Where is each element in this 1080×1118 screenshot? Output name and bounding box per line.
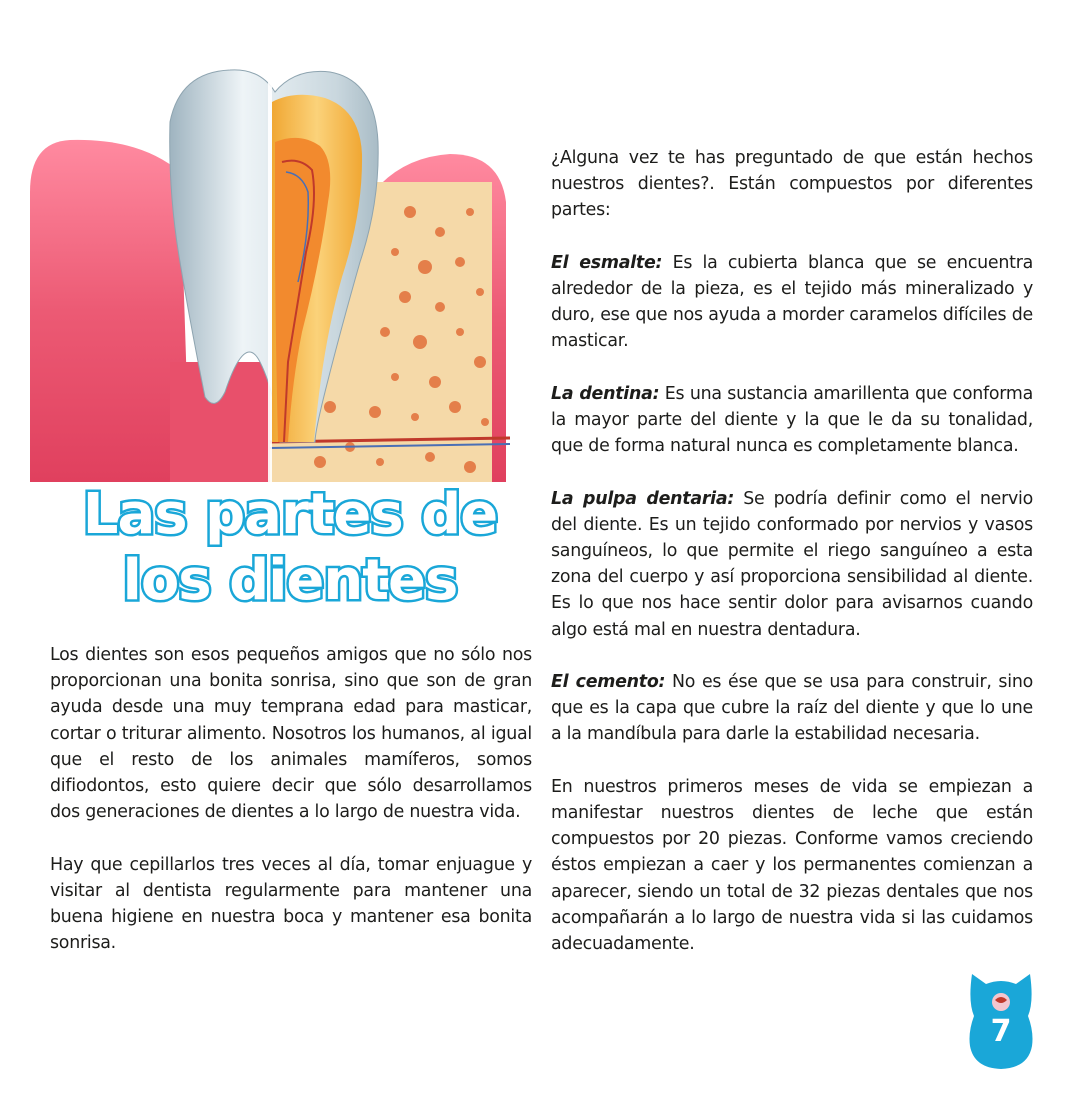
pulpa-paragraph — [551, 486, 1033, 643]
tooth-illustration — [30, 62, 516, 482]
pulpa-term: La pulpa dentaria: — [551, 488, 735, 509]
closing-paragraph: En nuestros primeros meses de vida se empiezan a manifestar nuestros dientes de leche que están compuestos por 20 piezas. Conforme vamos creciendo éstos empiezan a caer y los permanentes comienzan a aparecer, siendo un total de 32 piezas dentales que nos acompañarán a lo largo de nuestra vida si las cuidamos adecuadamente. — [551, 776, 1033, 955]
esmalte-paragraph — [551, 250, 1033, 355]
cemento-paragraph — [551, 669, 1033, 748]
dentina-definition: Es una sustancia amarillenta que conforma la mayor parte del diente y la que le da su tonalidad, que de forma natural nunca es completamente blanca. — [551, 383, 1033, 457]
dentina-term: La dentina: — [551, 383, 660, 404]
esmalte-definition: Es la cubierta blanca que se encuentra alrededor de la pieza, es el tejido más mineralizado y duro, ese que nos ayuda a morder caramelos difíciles de masticar. — [551, 252, 1033, 352]
hygiene-paragraph: Hay que cepillarlos tres veces al día, tomar enjuague y visitar al dentista regularmente para mantener una buena higiene en nuestra boca y mantener esa bonita sonrisa. — [50, 854, 532, 954]
question-paragraph: ¿Alguna vez te has preguntado de que están hechos nuestros dientes?. Están compuestos por diferentes partes: — [551, 148, 1033, 221]
page-number: 7 — [990, 1014, 1012, 1049]
intro-column — [50, 642, 532, 956]
pulpa-definition: Se podría definir como el nervio del diente. Es un tejido conformado por nervios y vasos sanguíneos, lo que permite el riego sanguíneo a esta zona del cuerpo y así proporciona sensibilidad al diente. Es lo que nos hace sentir dolor para avisarnos cuando algo está mal en nuestra dentadura. — [551, 488, 1033, 640]
page-title: Las partes de los dientes — [82, 482, 498, 613]
cemento-term: El cemento: — [551, 672, 666, 692]
parts-column — [551, 145, 1033, 957]
dentina-paragraph — [551, 381, 1033, 460]
gum-shape — [30, 140, 190, 482]
intro-paragraph: Los dientes son esos pequeños amigos que no sólo nos proporcionan una bonita sonrisa, sino que son de gran ayuda desde una muy temprana edad para masticar, cortar o triturar alimento. Nosotros los humanos, al igual que el resto de los animales mamíferos, somos difiodontos, esto quiere decir que sólo desarrollamos dos generaciones de dientes a lo largo de nuestra vida. — [50, 645, 532, 823]
cemento-definition: No es ése que se usa para construir, sino que es la capa que cubre la raíz del diente y que lo une a la mandíbula para darle la estabilidad necesaria. — [551, 672, 1033, 745]
esmalte-term: El esmalte: — [551, 252, 663, 273]
